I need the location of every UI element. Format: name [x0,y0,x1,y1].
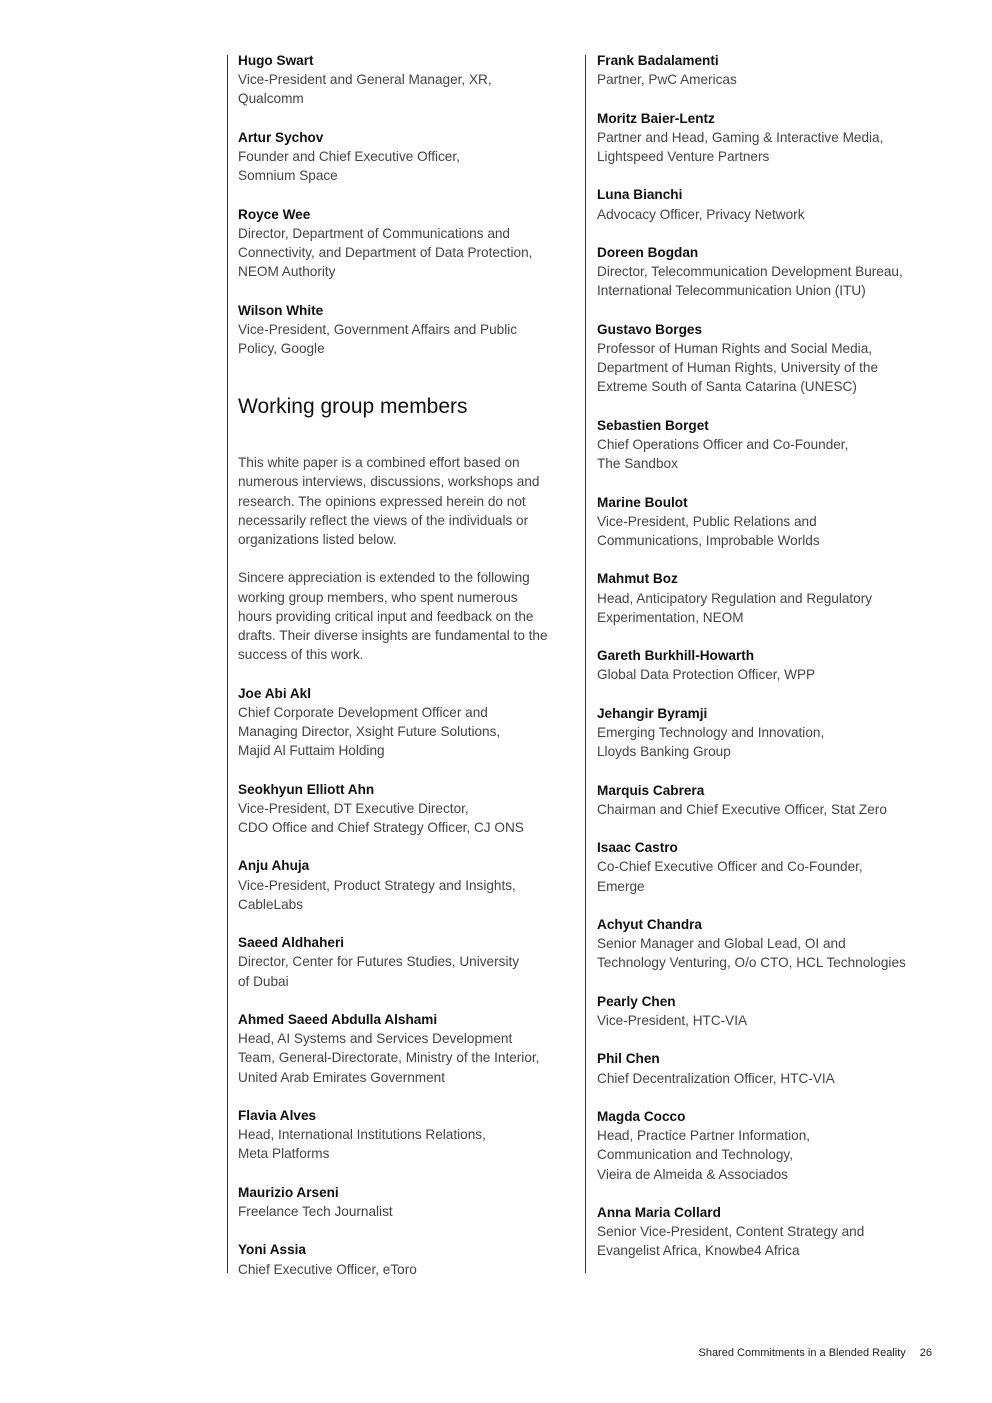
member-role-line: Extreme South of Santa Catarina (UNESC) [597,379,857,395]
member-name: Artur Sychov [238,129,324,145]
member-entry [597,781,942,819]
member-role-line: Department of Human Rights, University of the [597,360,879,376]
paragraph-line: success of this work. [238,647,364,663]
member-role-line: Emerging Technology and Innovation, [597,724,825,740]
member-entry [238,51,578,109]
member-entry [597,569,942,627]
paragraph-line: working group members, who spent numerous [238,589,518,605]
member-role-line: Chief Operations Officer and Co-Founder, [597,436,849,452]
member-name: Luna Bianchi [597,187,683,203]
member-role-line: Qualcomm [238,91,304,107]
intro-text [238,453,578,664]
member-role-line: Vice-President and General Manager, XR, [238,72,492,88]
member-entry [238,205,578,282]
member-role-line: Meta Platforms [238,1146,330,1162]
member-role-line: Head, Practice Partner Information, [597,1128,811,1144]
member-name: Mahmut Boz [597,571,678,587]
member-entry [597,243,942,301]
footer-title: Shared Commitments in a Blended Reality [698,1347,906,1359]
member-entry [597,646,942,684]
member-name: Yoni Assia [238,1242,306,1258]
member-role-line: Senior Manager and Global Lead, OI and [597,936,846,952]
member-entry [597,915,942,973]
member-role-line: Policy, Google [238,341,325,356]
member-entry [597,320,942,397]
member-name: Royce Wee [238,206,311,222]
section-title: Working group members [238,395,468,419]
member-role-line: Chief Decentralization Officer, HTC-VIA [597,1070,835,1086]
member-role-line: CDO Office and Chief Strategy Officer, CJ ONS [238,820,524,836]
member-entry [238,933,578,991]
member-role-line: NEOM Authority [238,264,336,280]
member-entry [597,51,942,89]
member-role-line: Head, AI Systems and Services Development [238,1031,513,1047]
member-role-line: Technology Venturing, O/o CTO, HCL Technologies [597,955,906,971]
member-role-line: Chief Corporate Development Officer and [238,704,488,720]
member-role-line: Advocacy Officer, Privacy Network [597,206,805,222]
member-role-line: United Arab Emirates Government [238,1069,446,1085]
member-entry [238,684,578,761]
member-name: Isaac Castro [597,840,678,856]
paragraph-line: necessarily reflect the views of the individuals or [238,512,529,528]
member-name: Achyut Chandra [597,916,702,932]
member-role-line: Director, Center for Futures Studies, University [238,954,520,970]
intro-paragraph [238,568,578,664]
paragraph-line: organizations listed below. [238,532,397,548]
paragraph-line: drafts. Their diverse insights are fundamental to the [238,628,548,644]
right-column-rule [585,55,586,1273]
member-name: Hugo Swart [238,53,314,68]
member-role-line: Connectivity, and Department of Data Protection, [238,245,533,260]
member-role-line: Co-Chief Executive Officer and Co-Founder, [597,859,863,875]
member-role-line: Partner and Head, Gaming & Interactive Media, [597,129,884,145]
member-role-line: Somnium Space [238,168,338,184]
member-entry [238,1183,578,1221]
member-entry [238,1106,578,1164]
member-entry [597,1107,942,1184]
member-role-line: Senior Vice-President, Content Strategy and [597,1224,865,1240]
member-name: Sebastien Borget [597,417,709,433]
left-column [238,51,578,1298]
member-role-line: Vice-President, Public Relations and [597,513,817,529]
member-list-right [597,51,942,1261]
paragraph-line: numerous interviews, discussions, workshops and [238,474,540,490]
member-name: Ahmed Saeed Abdulla Alshami [238,1012,438,1027]
member-entry [238,128,578,186]
member-role-line: Vice-President, Product Strategy and Insights, [238,877,516,893]
member-name: Doreen Bogdan [597,244,699,260]
member-name: Seokhyun Elliott Ahn [238,781,375,797]
member-role-line: Vice-President, HTC-VIA [597,1012,748,1028]
member-name: Marquis Cabrera [597,782,705,798]
member-role-line: Vice-President, Government Affairs and Public [238,321,518,337]
member-role-line: Emerge [597,878,645,894]
member-entry [238,780,578,838]
member-name: Gareth Burkhill-Howarth [597,648,755,664]
member-entry [597,838,942,896]
member-entry [597,416,942,474]
member-role-line: Lloyds Banking Group [597,744,731,760]
member-name: Gustavo Borges [597,321,702,337]
member-entry [597,1203,942,1261]
member-entry [238,301,578,359]
member-name: Anna Maria Collard [597,1204,721,1220]
member-role-line: Vieira de Almeida & Associados [597,1166,788,1182]
member-name: Moritz Baier-Lentz [597,110,715,126]
member-name: Pearly Chen [597,993,676,1009]
member-role-line: CableLabs [238,896,303,912]
member-entry [597,109,942,167]
member-entry [238,1240,578,1278]
member-entry [597,493,942,551]
intro-paragraph [238,453,578,549]
member-name: Joe Abi Akl [238,685,312,701]
member-role-line: Communications, Improbable Worlds [597,532,820,548]
member-role-line: Lightspeed Venture Partners [597,149,770,164]
member-role-line: Chairman and Chief Executive Officer, Stat Zero [597,801,887,817]
member-name: Frank Badalamenti [597,53,719,68]
member-entry [238,856,578,914]
paragraph-line: This white paper is a combined effort based on [238,455,520,471]
member-entry [597,185,942,223]
member-role-line: The Sandbox [597,456,678,472]
paragraph-line: Sincere appreciation is extended to the following [238,570,530,586]
member-role-line: Freelance Tech Journalist [238,1204,393,1219]
member-role-line: Partner, PwC Americas [597,72,737,88]
page-footer [698,1347,932,1359]
member-entry [238,1010,578,1087]
left-column-rule [227,55,228,1273]
member-role-line: Founder and Chief Executive Officer, [238,149,460,164]
right-column [597,51,942,1280]
member-role-line: International Telecommunication Union (ITU) [597,283,866,299]
member-name: Phil Chen [597,1051,660,1067]
member-role-line: Global Data Protection Officer, WPP [597,667,816,683]
member-role-line: Head, Anticipatory Regulation and Regulatory [597,590,873,606]
member-role-line: Director, Department of Communications and [238,225,510,241]
member-role-line: Vice-President, DT Executive Director, [238,800,469,816]
member-name: Jehangir Byramji [597,705,708,721]
member-role-line: Team, General-Directorate, Ministry of the Interior, [238,1050,540,1066]
paragraph-line: research. The opinions expressed herein do not [238,493,526,509]
member-entry [597,704,942,762]
member-role-line: Communication and Technology, [597,1147,793,1163]
member-role-line: Managing Director, Xsight Future Solutions, [238,724,501,740]
member-role-line: Chief Executive Officer, eToro [238,1261,417,1277]
member-role-line: Experimentation, NEOM [597,609,744,625]
member-entry [597,992,942,1030]
member-role-line: Director, Telecommunication Development Bureau, [597,264,903,280]
member-role-line: Professor of Human Rights and Social Media, [597,340,873,356]
member-role-line: Majid Al Futtaim Holding [238,743,385,759]
member-name: Marine Boulot [597,494,688,510]
member-name: Anju Ahuja [238,858,310,874]
member-name: Magda Cocco [597,1108,686,1124]
leadership-list [238,51,578,358]
member-role-line: Head, International Institutions Relations, [238,1127,486,1143]
member-name: Flavia Alves [238,1108,317,1123]
member-name: Maurizio Arseni [238,1184,339,1200]
member-entry [597,1049,942,1087]
member-name: Wilson White [238,302,324,318]
member-role-line: Evangelist Africa, Knowbe4 Africa [597,1243,800,1259]
paragraph-line: hours providing critical input and feedback on the [238,608,534,624]
member-name: Saeed Aldhaheri [238,935,345,951]
member-list-left [238,684,578,1279]
page-number: 26 [919,1347,932,1359]
member-role-line: of Dubai [238,973,289,989]
